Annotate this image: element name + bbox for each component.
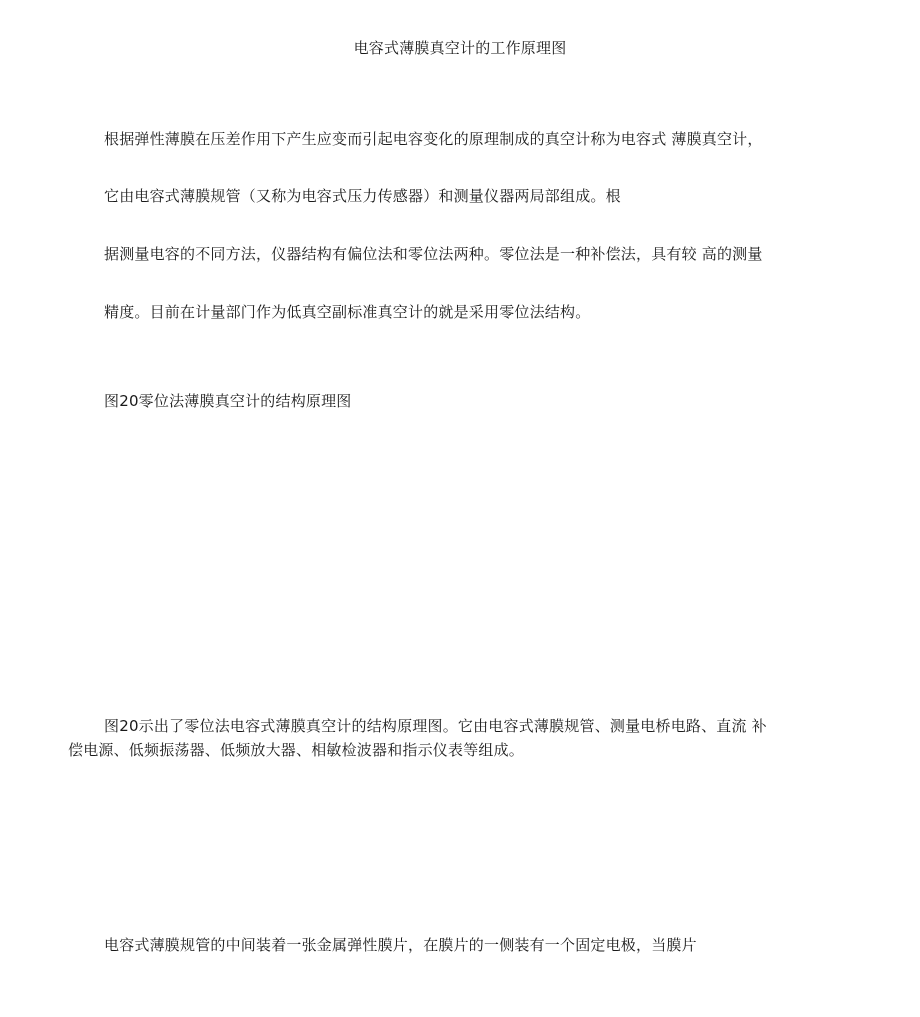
paragraph-1-line-1: 根据弹性薄膜在压差作用下产生应变而引起电容变化的原理制成的真空计称为电容式 薄膜真空计，: [104, 130, 763, 148]
paragraph-1-line-2: 它由电容式薄膜规管（又称为电容式压力传感器）和测量仪器两局部组成。根: [104, 187, 621, 205]
paragraph-1-line-4: 精度。目前在计量部门作为低真空副标准真空计的就是采用零位法结构。: [104, 303, 591, 321]
paragraph-1-line-3: 据测量电容的不同方法，仪器结构有偏位法和零位法两种。零位法是一种补偿法，具有较 高的测量: [104, 245, 763, 263]
page-title: 电容式薄膜真空计的工作原理图: [353, 39, 567, 57]
paragraph-2-line-2: 偿电源、低频振荡器、低频放大器、相敏检波器和指示仪表等组成。: [68, 741, 525, 759]
figure-caption: 图20零位法薄膜真空计的结构原理图: [104, 392, 352, 410]
paragraph-3-line-1: 电容式薄膜规管的中间装着一张金属弹性膜片，在膜片的一侧装有一个固定电极，当膜片: [104, 936, 697, 954]
paragraph-2-line-1: 图20示出了零位法电容式薄膜真空计的结构原理图。它由电容式薄膜规管、测量电桥电路、直流 补: [104, 717, 767, 735]
figure-area: [104, 420, 824, 700]
